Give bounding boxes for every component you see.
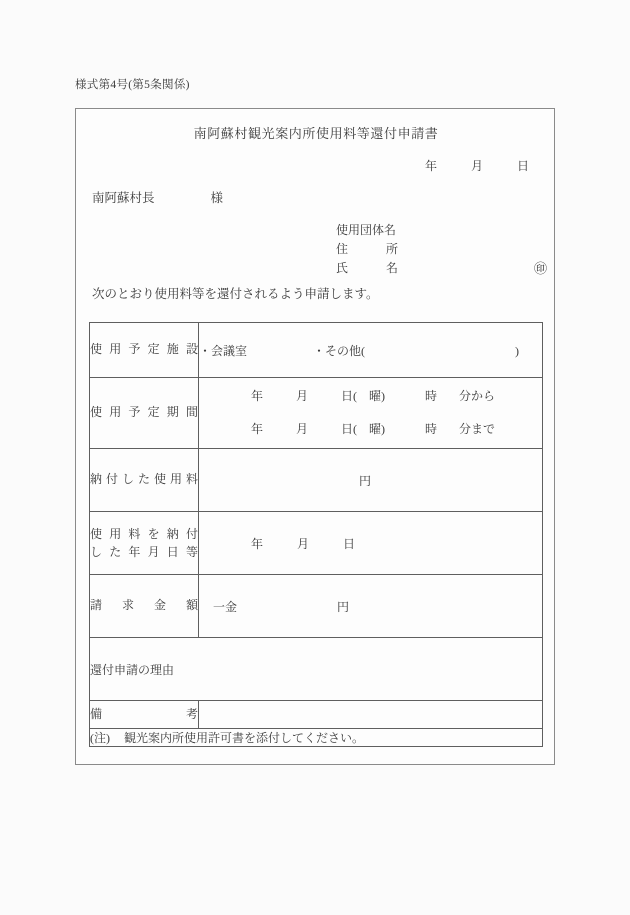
period-start-hour: 時 xyxy=(425,388,438,403)
row-value-facility xyxy=(199,323,543,378)
table-row-reason xyxy=(90,638,543,701)
row-value-remarks[interactable] xyxy=(199,701,543,729)
row-label-claim-amount: 請求金額 xyxy=(90,575,199,638)
applicant-name-row xyxy=(336,259,548,278)
applicant-address-label: 住所 xyxy=(336,242,398,256)
row-label-paid-fee: 納付した使用料 xyxy=(90,449,199,512)
facility-option-meeting-room[interactable]: ・会議室 xyxy=(199,343,248,358)
facility-option-other[interactable]: ・その他( xyxy=(313,343,366,358)
applicant-block xyxy=(336,221,548,278)
claim-amount-prefix: 一金 xyxy=(213,599,238,614)
period-end-weekday: 曜) xyxy=(369,421,386,436)
period-end-day: 日( xyxy=(341,421,358,436)
row-label-facility: 使用予定施設 xyxy=(90,323,199,378)
row-label-payment-date-line1: 使用料を納付 xyxy=(90,527,198,541)
period-start-weekday: 曜) xyxy=(369,388,386,403)
period-start-line xyxy=(199,389,542,405)
table-row-payment-date xyxy=(90,512,543,575)
form-frame xyxy=(75,108,555,765)
period-start-month: 月 xyxy=(296,388,309,403)
table-row-claim-amount xyxy=(90,575,543,638)
row-value-payment-date[interactable] xyxy=(199,512,543,575)
table-row-period xyxy=(90,378,543,449)
paid-fee-unit: 円 xyxy=(359,473,372,488)
note-marker: (注) xyxy=(90,731,110,745)
payment-date-year: 年 xyxy=(251,536,264,551)
row-value-paid-fee[interactable] xyxy=(199,449,543,512)
period-end-year: 年 xyxy=(251,421,264,436)
row-label-remarks: 備考 xyxy=(90,701,199,729)
row-value-claim-amount[interactable] xyxy=(199,575,543,638)
payment-date-day: 日 xyxy=(343,536,356,551)
row-label-payment-date-line2: した年月日等 xyxy=(90,545,198,559)
period-end-month: 月 xyxy=(296,421,309,436)
period-start-day: 日( xyxy=(341,388,358,403)
table-row-paid-fee xyxy=(90,449,543,512)
period-start-minute: 分から xyxy=(459,388,496,403)
addressee-recipient: 南阿蘇村長 xyxy=(92,191,155,205)
addressee-honorific: 様 xyxy=(210,191,224,205)
period-end-hour: 時 xyxy=(425,421,438,436)
applicant-organization-label: 使用団体名 xyxy=(336,223,397,237)
form-number: 様式第4号(第5条関係) xyxy=(75,79,190,91)
application-statement: 次のとおり使用料等を還付されるよう申請します。 xyxy=(92,287,379,301)
row-value-period xyxy=(199,378,543,449)
date-year-label: 年 xyxy=(424,159,437,173)
date-line xyxy=(425,157,529,174)
row-label-reason[interactable]: 還付申請の理由 xyxy=(90,638,543,701)
table-note xyxy=(90,729,543,747)
payment-date-month: 月 xyxy=(297,536,310,551)
applicant-organization-row xyxy=(336,221,398,240)
application-table xyxy=(89,322,543,747)
seal-stamp-icon: ㊞ xyxy=(534,261,548,276)
addressee xyxy=(92,188,223,206)
table-row-facility xyxy=(90,323,543,378)
applicant-address-row xyxy=(336,240,398,259)
row-label-payment-date xyxy=(90,512,199,575)
period-end-line xyxy=(199,422,542,438)
page-title: 南阿蘇村観光案内所使用料等還付申請書 xyxy=(193,126,439,141)
period-end-minute: 分まで xyxy=(459,421,496,436)
claim-amount-unit: 円 xyxy=(337,599,350,614)
date-day-label: 日 xyxy=(516,159,529,173)
row-label-period: 使用予定期間 xyxy=(90,378,199,449)
table-row-note xyxy=(90,729,543,747)
facility-option-other-close: ) xyxy=(515,343,520,358)
applicant-name-label: 氏名 xyxy=(336,261,398,275)
date-month-label: 月 xyxy=(470,159,483,173)
period-start-year: 年 xyxy=(251,388,264,403)
note-text: 観光案内所使用許可書を添付してください。 xyxy=(124,731,365,745)
table-row-remarks xyxy=(90,701,543,729)
